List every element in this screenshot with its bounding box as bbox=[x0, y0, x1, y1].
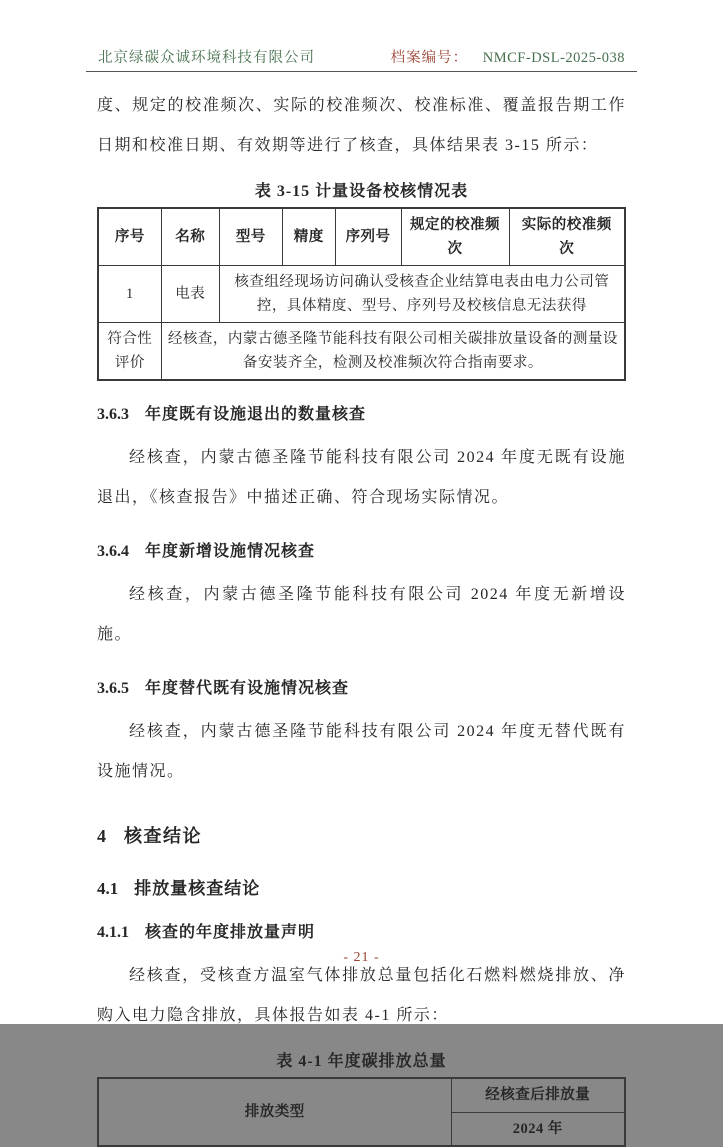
heading-4 bbox=[97, 822, 626, 848]
table-row bbox=[98, 266, 625, 323]
heading-title: 年度替代既有设施情况核查 bbox=[145, 680, 350, 697]
page-content bbox=[97, 86, 626, 1147]
heading-4-1-1 bbox=[97, 919, 626, 942]
cell-compliance-label: 符合性评价 bbox=[98, 323, 161, 381]
heading-4-1 bbox=[97, 874, 626, 899]
heading-number: 3.6.4 bbox=[97, 543, 129, 560]
table-3-15-title: 表 3-15 计量设备校核情况表 bbox=[254, 183, 469, 200]
col-header-name: 名称 bbox=[161, 208, 219, 266]
cell-name: 电表 bbox=[161, 266, 219, 323]
archive-info bbox=[391, 46, 625, 67]
page-header bbox=[86, 0, 637, 72]
heading-title: 核查的年度排放量声明 bbox=[145, 924, 316, 941]
page-number: - 21 - bbox=[343, 950, 380, 965]
heading-title: 排放量核查结论 bbox=[134, 879, 261, 898]
col-header-actual-freq: 实际的校准频次 bbox=[509, 208, 625, 266]
table-4-1-body bbox=[98, 1078, 625, 1146]
table-3-15-head bbox=[98, 208, 625, 266]
col-header-model: 型号 bbox=[219, 208, 282, 266]
cell-seq: 1 bbox=[98, 266, 161, 323]
heading-number: 4.1.1 bbox=[97, 924, 129, 941]
table-3-15-body bbox=[98, 266, 625, 381]
col-header-required-freq: 规定的校准频次 bbox=[401, 208, 509, 266]
archive-number: NMCF-DSL-2025-038 bbox=[482, 50, 625, 66]
heading-title: 核查结论 bbox=[124, 826, 202, 846]
heading-3-6-4 bbox=[97, 538, 626, 561]
table-3-15 bbox=[97, 207, 626, 381]
table-header-row bbox=[98, 208, 625, 266]
cell-emission-type: 排放类型 bbox=[98, 1078, 451, 1146]
archive-label: 档案编号： bbox=[390, 50, 469, 66]
cell-detail: 核查组经现场访问确认受核查企业结算电表由电力公司管控，具体精度、型号、序列号及校核信息无法获得 bbox=[219, 266, 625, 323]
heading-title: 年度既有设施退出的数量核查 bbox=[145, 406, 367, 423]
paragraph-3-6-4: 经核查，内蒙古德圣隆节能科技有限公司 2024 年度无新增设施。 bbox=[97, 586, 626, 643]
heading-3-6-5 bbox=[97, 675, 626, 698]
table-4-1 bbox=[97, 1077, 626, 1147]
intro-paragraph: 度、规定的校准频次、实际的校准频次、校准标准、覆盖报告期工作日期和校准日期、有效期等进行了核查，具体结果表 3-15 所示： bbox=[97, 97, 626, 154]
table-row bbox=[98, 1078, 625, 1112]
heading-title: 年度新增设施情况核查 bbox=[145, 543, 316, 560]
heading-number: 3.6.5 bbox=[97, 680, 129, 697]
table-row bbox=[98, 323, 625, 381]
col-header-precision: 精度 bbox=[282, 208, 335, 266]
table-4-1-title: 表 4-1 年度碳排放总量 bbox=[276, 1053, 447, 1070]
paragraph-4-1-1: 经核查，受核查方温室气体排放总量包括化石燃料燃烧排放、净购入电力隐含排放，具体报告如表 4-1 所示： bbox=[97, 967, 626, 1024]
paragraph-3-6-5: 经核查，内蒙古德圣隆节能科技有限公司 2024 年度无替代既有设施情况。 bbox=[97, 723, 626, 780]
heading-3-6-3 bbox=[97, 401, 626, 424]
paragraph-3-6-3: 经核查，内蒙古德圣隆节能科技有限公司 2024 年度无既有设施退出，《核查报告》中描述正确、符合现场实际情况。 bbox=[97, 449, 626, 506]
page-header-row bbox=[86, 46, 637, 71]
company-name: 北京绿碳众诚环境科技有限公司 bbox=[98, 50, 315, 66]
cell-verified-emission-header: 经核查后排放量 bbox=[451, 1078, 625, 1112]
col-header-seq: 序号 bbox=[98, 208, 161, 266]
heading-number: 4.1 bbox=[97, 879, 119, 898]
heading-number: 3.6.3 bbox=[97, 406, 129, 423]
cell-year-2024: 2024 年 bbox=[451, 1112, 625, 1146]
cell-compliance-detail: 经核查，内蒙古德圣隆节能科技有限公司相关碳排放量设备的测量设备安装齐全，检测及校准频次符合指南要求。 bbox=[161, 323, 625, 381]
col-header-serial: 序列号 bbox=[335, 208, 401, 266]
heading-number: 4 bbox=[97, 826, 106, 846]
